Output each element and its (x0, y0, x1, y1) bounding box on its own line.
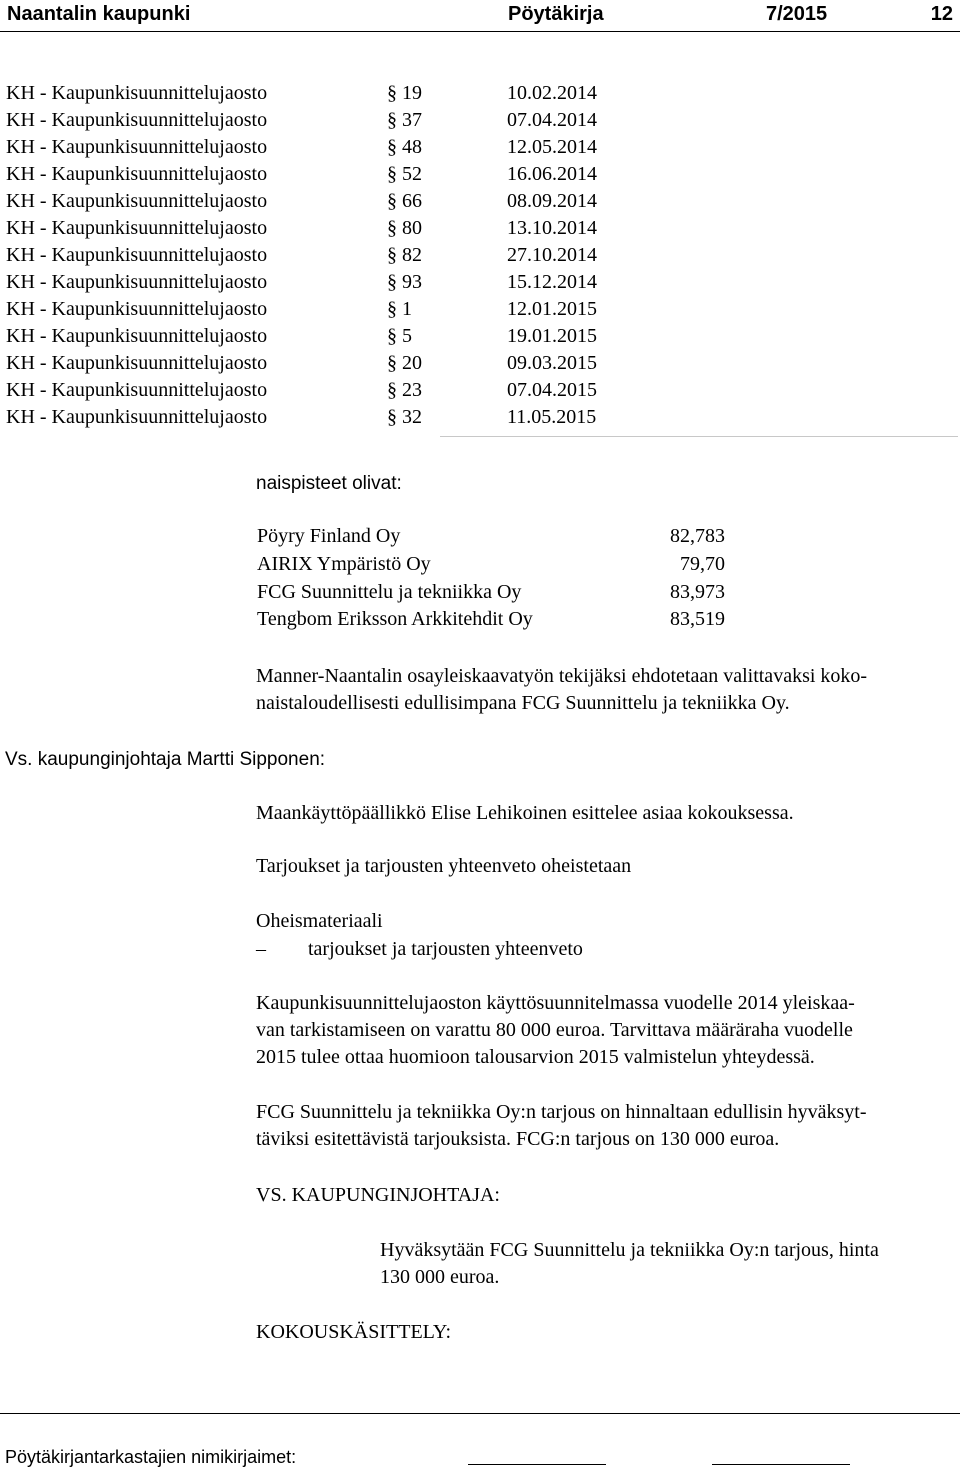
meeting-date: 13.10.2014 (507, 217, 597, 239)
offer-score: 82,783 (670, 525, 725, 547)
meeting-date: 07.04.2015 (507, 379, 597, 401)
meeting-date: 19.01.2015 (507, 325, 597, 347)
section-sign: § (387, 136, 397, 158)
section-sign: § (387, 352, 397, 374)
offer-company: AIRIX Ympäristö Oy (257, 553, 431, 575)
signatures-label: Pöytäkirjantarkastajien nimikirjaimet: (5, 1447, 297, 1467)
meeting-date: 15.12.2014 (507, 271, 597, 293)
materials-dash: – (256, 938, 266, 960)
fcg-offer-line: täviksi esitettävistä tarjouksista. FCG:n tarjous on 130 000 euroa. (256, 1128, 780, 1150)
meeting-organ: KH - Kaupunkisuunnittelujaosto (6, 298, 268, 320)
section-sign: § (387, 271, 397, 293)
section-number: 80 (402, 217, 422, 239)
meeting-organ: KH - Kaupunkisuunnittelujaosto (6, 163, 268, 185)
scores-intro: naispisteet olivat: (256, 473, 402, 494)
meeting-organ: KH - Kaupunkisuunnittelujaosto (6, 352, 268, 374)
section-number: 32 (402, 406, 422, 428)
meeting-organ: KH - Kaupunkisuunnittelujaosto (6, 271, 268, 293)
offer-row (257, 551, 725, 579)
section-number: 93 (402, 271, 422, 293)
decision-line: Hyväksytään FCG Suunnittelu ja tekniikka Oy:n tarjous, hinta (380, 1239, 879, 1261)
document-type: Pöytäkirja (508, 3, 604, 25)
section-sign: § (387, 82, 397, 104)
signature-line[interactable] (468, 1464, 606, 1465)
footer-divider (0, 1413, 960, 1414)
decision-line: 130 000 euroa. (380, 1266, 500, 1288)
section-number: 66 (402, 190, 422, 212)
meeting-organ: KH - Kaupunkisuunnittelujaosto (6, 109, 268, 131)
meeting-heading: KOKOUSKÄSITTELY: (256, 1321, 452, 1343)
section-sign: § (387, 379, 397, 401)
meeting-date: 27.10.2014 (507, 244, 597, 266)
budget-line: 2015 tulee ottaa huomioon talousarvion 2015 valmistelun yhteydessä. (256, 1046, 815, 1068)
offer-score: 83,519 (670, 608, 725, 630)
section-sign: § (387, 109, 397, 131)
section-sign: § (387, 406, 397, 428)
section-number: 52 (402, 163, 422, 185)
meeting-organ: KH - Kaupunkisuunnittelujaosto (6, 244, 268, 266)
municipality-name: Naantalin kaupunki (7, 3, 191, 25)
section-number: 1 (402, 298, 412, 320)
materials-item: tarjoukset ja tarjousten yhteenveto (308, 938, 583, 960)
materials-title: Oheismateriaali (256, 910, 383, 932)
meeting-date: 09.03.2015 (507, 352, 597, 374)
presenter-label: Vs. kaupunginjohtaja Martti Sipponen: (5, 749, 326, 770)
issue-number: 7/2015 (766, 3, 828, 25)
section-number: 19 (402, 82, 422, 104)
section-sign: § (387, 298, 397, 320)
attachments-text: Tarjoukset ja tarjousten yhteenveto oheistetaan (256, 855, 632, 877)
presenter-text: Maankäyttöpäällikkö Elise Lehikoinen esittelee asiaa kokouksessa. (256, 802, 794, 824)
meeting-organ: KH - Kaupunkisuunnittelujaosto (6, 325, 268, 347)
section-sign: § (387, 244, 397, 266)
meeting-date: 07.04.2014 (507, 109, 597, 131)
fcg-offer-line: FCG Suunnittelu ja tekniikka Oy:n tarjous on hinnaltaan edullisin hyväksyt- (256, 1101, 867, 1123)
section-number: 37 (402, 109, 422, 131)
section-number: 5 (402, 325, 412, 347)
section-number: 20 (402, 352, 422, 374)
meeting-organ: KH - Kaupunkisuunnittelujaosto (6, 136, 268, 158)
offer-company: FCG Suunnittelu ja tekniikka Oy (257, 581, 522, 603)
section-sign: § (387, 325, 397, 347)
budget-line: Kaupunkisuunnittelujaoston käyttösuunnitelmassa vuodelle 2014 yleiskaa- (256, 992, 855, 1014)
meeting-date: 16.06.2014 (507, 163, 597, 185)
section-number: 48 (402, 136, 422, 158)
budget-line: van tarkistamiseen on varattu 80 000 euroa. Tarvittava määräraha vuodelle (256, 1019, 853, 1041)
proposal-line: Manner-Naantalin osayleiskaavatyön tekijäksi ehdotetaan valittavaksi koko- (256, 665, 868, 687)
meeting-date: 10.02.2014 (507, 82, 597, 104)
meeting-organ: KH - Kaupunkisuunnittelujaosto (6, 217, 268, 239)
signature-line[interactable] (712, 1464, 850, 1465)
meeting-organ: KH - Kaupunkisuunnittelujaosto (6, 82, 268, 104)
offer-score: 83,973 (670, 581, 725, 603)
offer-row (257, 579, 725, 607)
meeting-date: 12.01.2015 (507, 298, 597, 320)
meeting-organ: KH - Kaupunkisuunnittelujaosto (6, 379, 268, 401)
offer-row (257, 523, 725, 551)
meeting-date: 11.05.2015 (507, 406, 597, 428)
page-header (0, 0, 960, 32)
offer-company: Tengbom Eriksson Arkkitehdit Oy (257, 608, 533, 630)
section-number: 82 (402, 244, 422, 266)
section-sign: § (387, 217, 397, 239)
offer-score: 79,70 (680, 553, 725, 575)
offer-row (257, 606, 725, 634)
meeting-organ: KH - Kaupunkisuunnittelujaosto (6, 406, 268, 428)
proposal-line: naistaloudellisesti edullisimpana FCG Suunnittelu ja tekniikka Oy. (256, 692, 790, 714)
offer-company: Pöyry Finland Oy (257, 525, 401, 547)
section-sign: § (387, 190, 397, 212)
page-number: 12 (930, 3, 953, 25)
meeting-date: 12.05.2014 (507, 136, 597, 158)
meeting-organ: KH - Kaupunkisuunnittelujaosto (6, 190, 268, 212)
meeting-date: 08.09.2014 (507, 190, 597, 212)
section-number: 23 (402, 379, 422, 401)
header-divider (0, 31, 960, 32)
section-sign: § (387, 163, 397, 185)
vs-heading: VS. KAUPUNGINJOHTAJA: (256, 1184, 500, 1206)
section-separator (440, 436, 958, 437)
